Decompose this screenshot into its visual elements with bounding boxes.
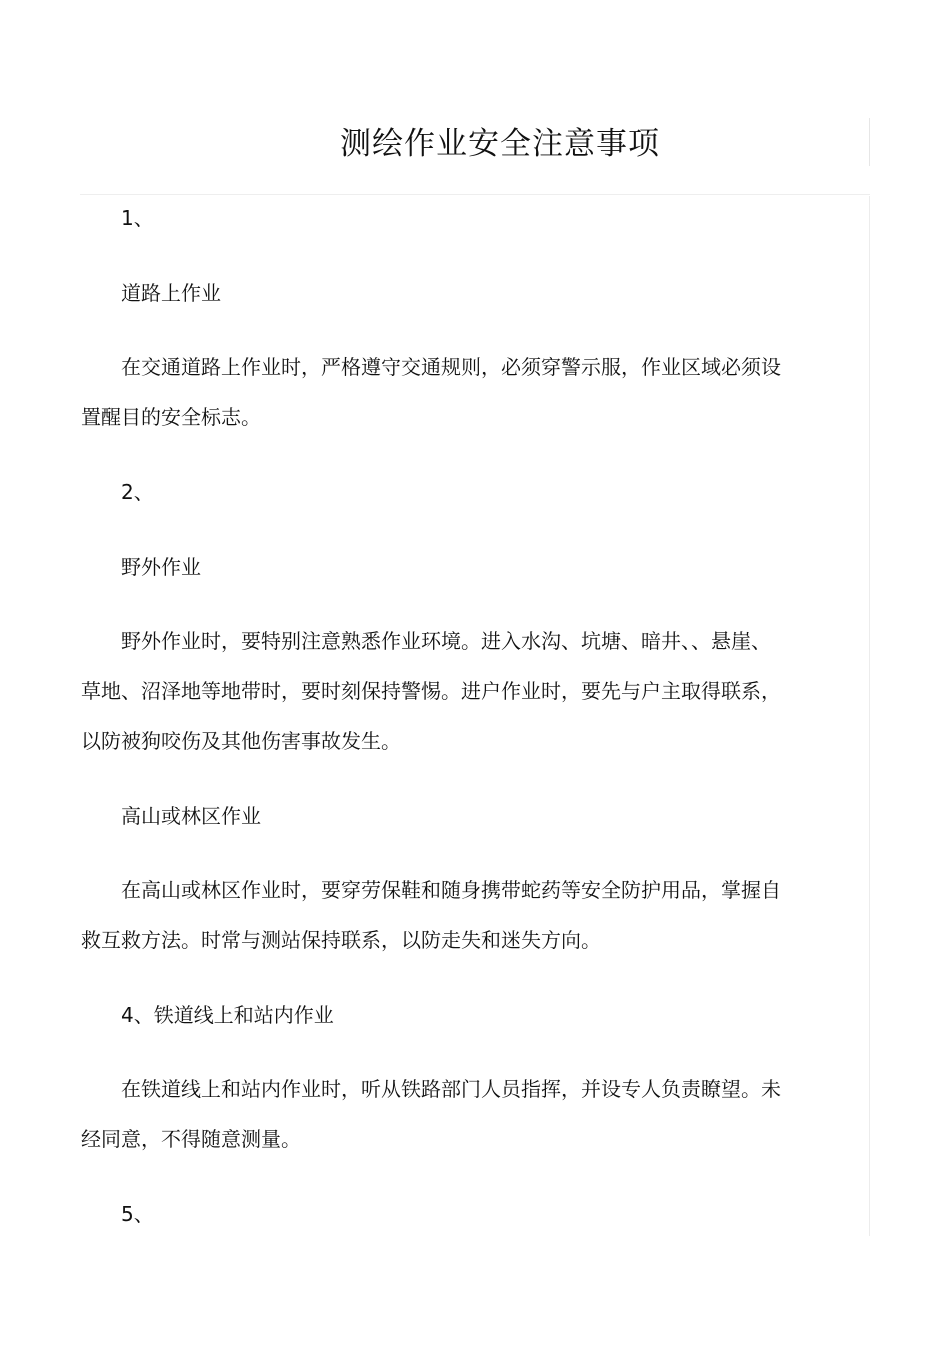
section-heading: [81, 791, 811, 841]
text-line: 在交通道路上作业时，严格遵守交通规则，必须穿警示服，作业区域必须设: [121, 355, 781, 379]
section-heading: [81, 990, 811, 1040]
text-line: 5、: [121, 1202, 154, 1226]
text-line: 以防被狗咬伤及其他伤害事故发生。: [81, 729, 401, 753]
section-number: [81, 193, 811, 243]
text-line: 道路上作业: [121, 281, 221, 305]
section-number: [81, 1189, 811, 1239]
section-number: [81, 467, 811, 517]
right-edge-line: [869, 196, 870, 1236]
text-line: 高山或林区作业: [121, 804, 261, 828]
body-paragraph: [81, 616, 811, 766]
section-heading: [81, 268, 811, 318]
body-paragraph: [81, 1064, 811, 1164]
text-line: 经同意，不得随意测量。: [81, 1127, 301, 1151]
body-paragraph: [81, 865, 811, 965]
text-line: 2、: [121, 480, 154, 504]
text-line: 在铁道线上和站内作业时，听从铁路部门人员指挥，并设专人负责瞭望。未: [121, 1077, 781, 1101]
text-line: 救互救方法。时常与测站保持联系，以防走失和迷失方向。: [81, 928, 601, 952]
text-line: 置醒目的安全标志。: [81, 405, 261, 429]
text-line: 野外作业时，要特别注意熟悉作业环境。进入水沟、坑塘、暗井、、悬崖、: [121, 629, 771, 653]
section-heading: [81, 542, 811, 592]
page-title: 测绘作业安全注意事项: [340, 126, 660, 162]
body-paragraph: [81, 342, 811, 442]
text-line: 4、铁道线上和站内作业: [121, 1003, 334, 1027]
text-line: 草地、沼泽地等地带时，要时刻保持警惕。进户作业时，要先与户主取得联系，: [81, 679, 781, 703]
text-line: 野外作业: [121, 555, 201, 579]
text-line: 在高山或林区作业时，要穿劳保鞋和随身携带蛇药等安全防护用品，掌握自: [121, 878, 781, 902]
right-edge-line-top: [869, 118, 870, 166]
text-line: 1、: [121, 206, 154, 230]
